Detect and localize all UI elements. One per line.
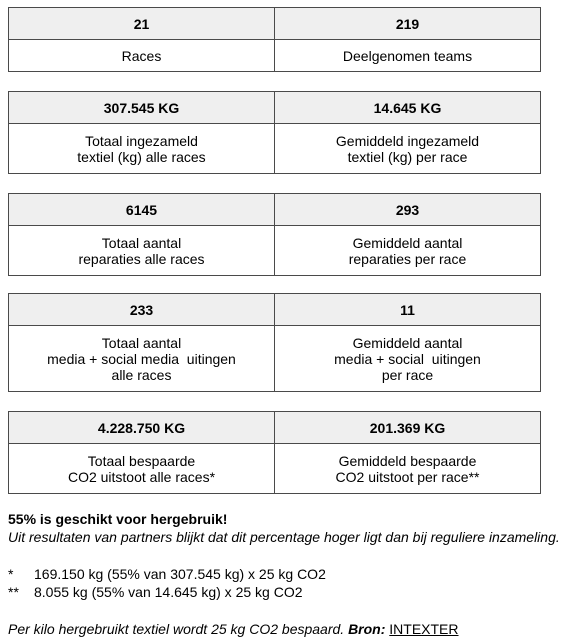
stat-value-teams: 219: [275, 8, 541, 40]
stat-label-total-textiel: Totaal ingezameld textiel (kg) alle races: [9, 124, 275, 174]
stat-label-total-media: Totaal aantal media + social media uitingen alle races: [9, 326, 275, 392]
stat-table-races: [8, 7, 541, 72]
stat-value-total-textiel: 307.545 KG: [9, 92, 275, 124]
stat-label-teams: Deelgenomen teams: [275, 40, 541, 72]
source-link[interactable]: INTEXTER: [389, 621, 459, 637]
stat-label-avg-co2: Gemiddeld bespaarde CO2 uitstoot per race**: [275, 444, 541, 494]
footnote-text: 169.150 kg (55% van 307.545 kg) x 25 kg CO2: [34, 566, 326, 582]
source-text: Per kilo hergebruikt textiel wordt 25 kg CO2 bespaard.: [8, 621, 349, 637]
stat-table-textiel: [8, 91, 541, 174]
source-label: Bron:: [348, 621, 386, 637]
stat-value-races: 21: [9, 8, 275, 40]
footnote-1: [8, 566, 588, 582]
reuse-subline: Uit resultaten van partners blijkt dat dit percentage hoger ligt dan bij reguliere inzameling.: [8, 529, 560, 545]
footnote-mark: *: [8, 566, 14, 582]
stat-value-avg-co2: 201.369 KG: [275, 412, 541, 444]
stat-value-avg-media: 11: [275, 294, 541, 326]
stat-table-media: [8, 293, 541, 392]
stat-table-co2: [8, 411, 541, 494]
stat-value-avg-reparaties: 293: [275, 194, 541, 226]
stat-value-avg-textiel: 14.645 KG: [275, 92, 541, 124]
stat-table-reparaties: [8, 193, 541, 276]
stat-value-total-reparaties: 6145: [9, 194, 275, 226]
stat-value-total-co2: 4.228.750 KG: [9, 412, 275, 444]
stat-label-total-co2: Totaal bespaarde CO2 uitstoot alle races*: [9, 444, 275, 494]
stat-value-total-media: 233: [9, 294, 275, 326]
footnote-2: [8, 584, 588, 600]
footnote-mark: **: [8, 584, 19, 600]
stat-label-races: Races: [9, 40, 275, 72]
stat-label-total-reparaties: Totaal aantal reparaties alle races: [9, 226, 275, 276]
stat-label-avg-media: Gemiddeld aantal media + social uitingen per race: [275, 326, 541, 392]
stat-label-avg-reparaties: Gemiddeld aantal reparaties per race: [275, 226, 541, 276]
reuse-headline: 55% is geschikt voor hergebruik!: [8, 511, 228, 527]
footnote-text: 8.055 kg (55% van 14.645 kg) x 25 kg CO2: [34, 584, 303, 600]
stat-label-avg-textiel: Gemiddeld ingezameld textiel (kg) per race: [275, 124, 541, 174]
source-line: [8, 621, 588, 637]
